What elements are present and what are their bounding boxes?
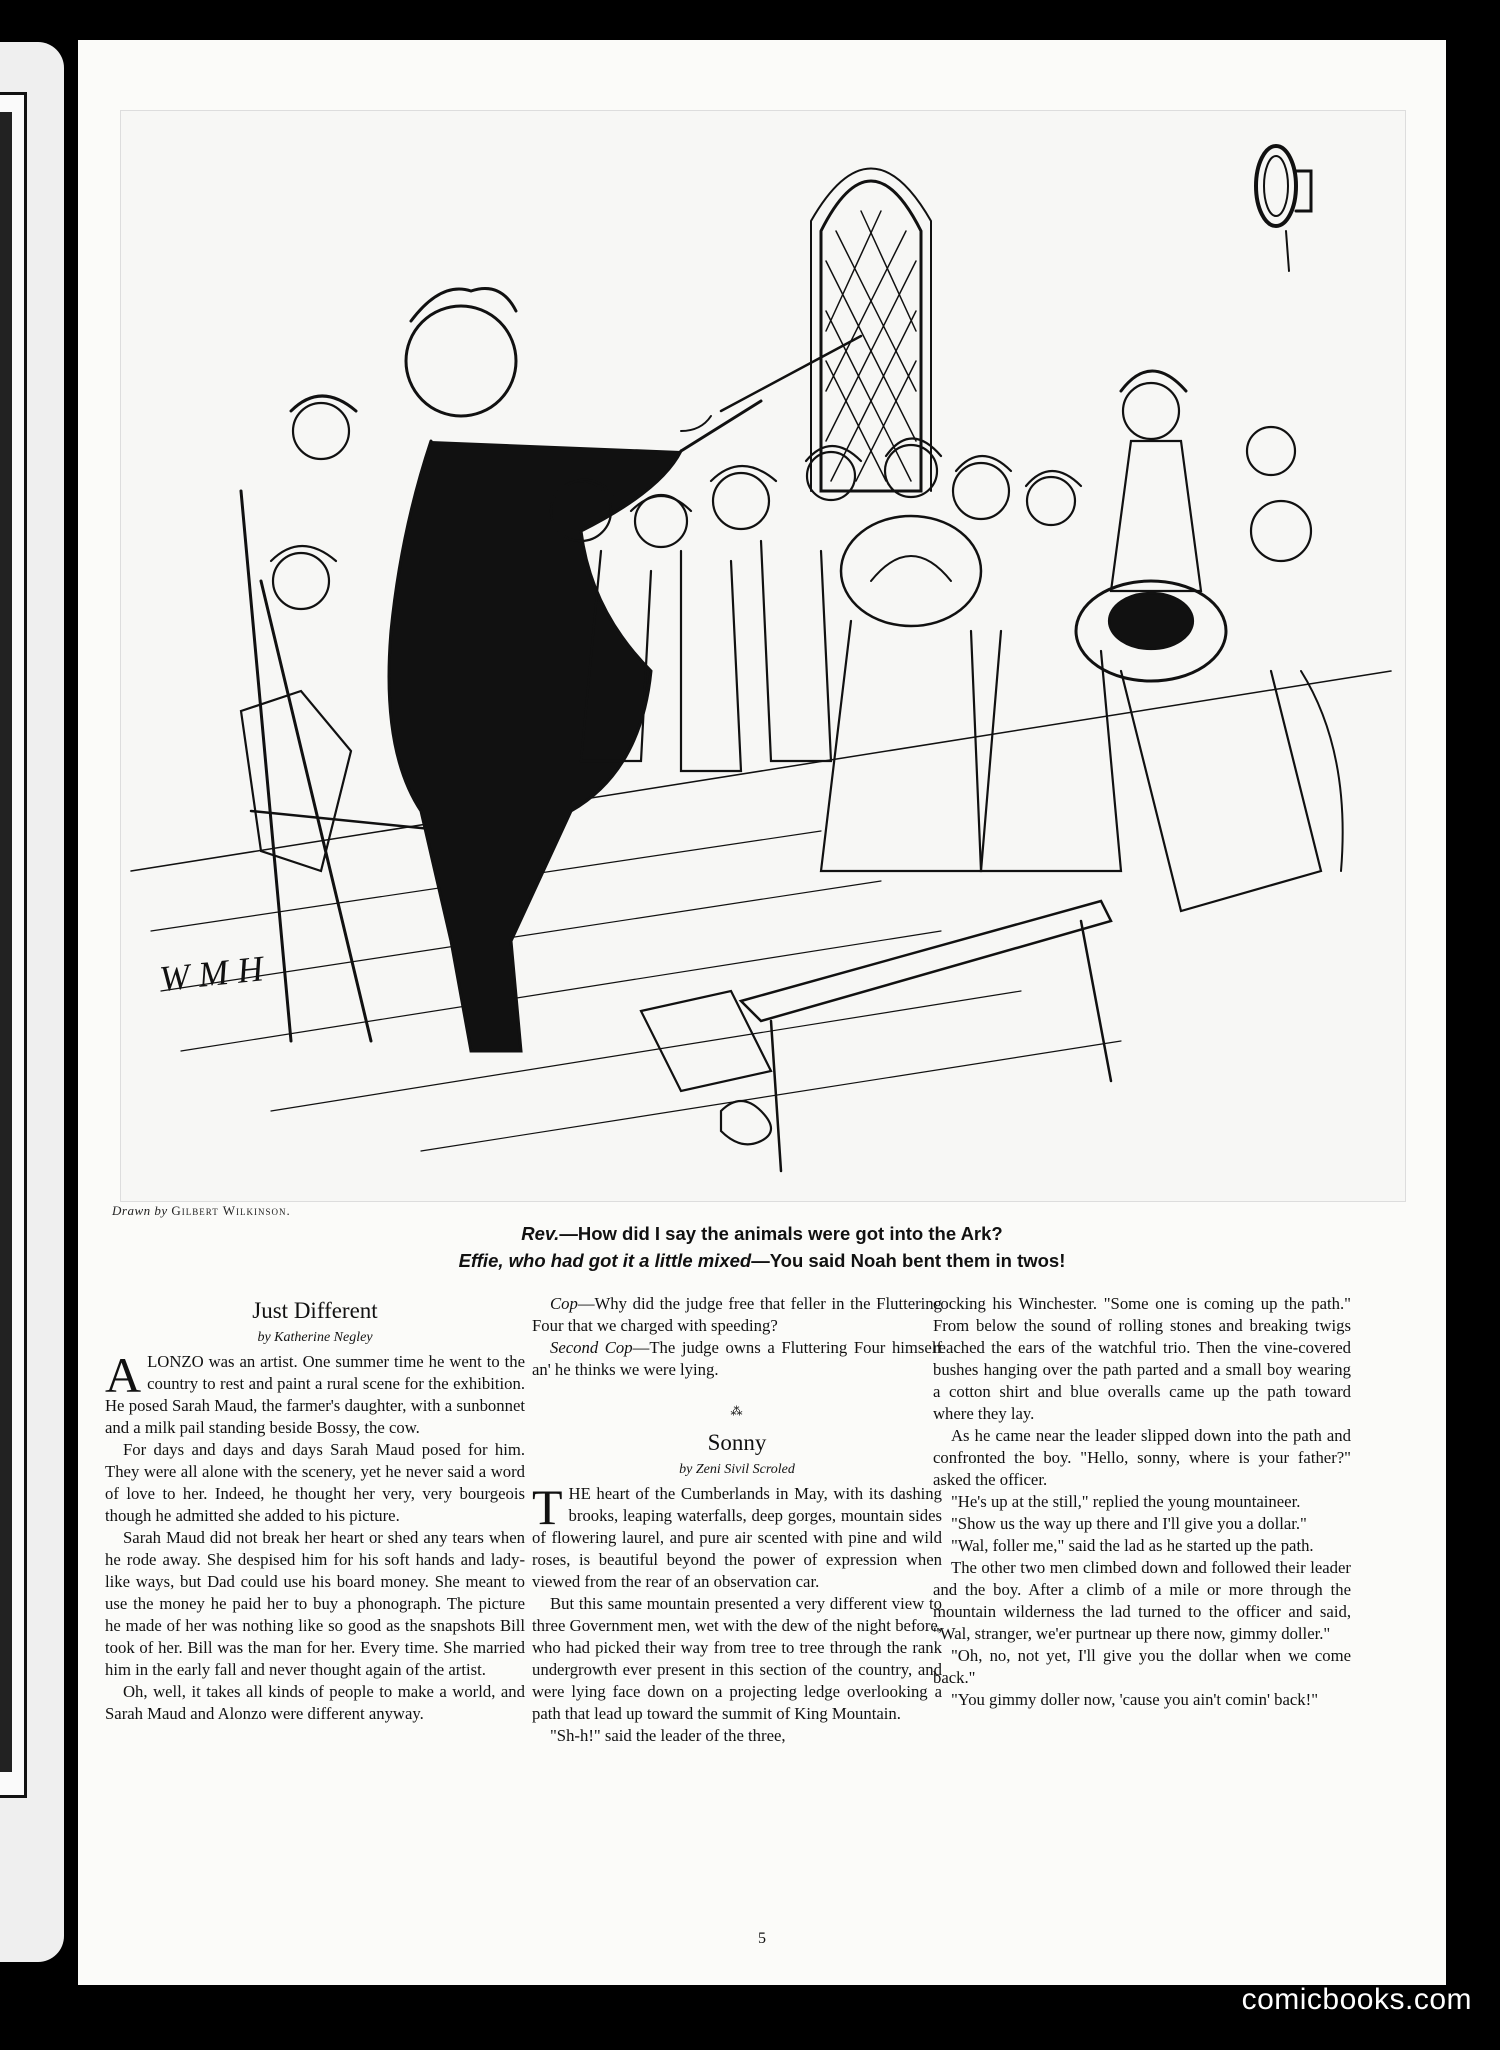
caption-speaker-rev: Rev. <box>521 1223 560 1244</box>
story2-paragraph-7: "Show us the way up there and I'll give you a dollar." <box>951 1514 1307 1533</box>
section-separator: ⁂ <box>730 1404 744 1418</box>
site-watermark: comicbooks.com <box>1241 1983 1472 2016</box>
caption-speaker-effie: Effie, who had got it a little mixed <box>458 1250 752 1271</box>
joke-speaker-2: Second Cop <box>550 1338 633 1357</box>
story1-paragraph-2: For days and days and days Sarah Maud posed for him. They were all alone with the scenery, yet he never said a word of love to her. Indeed, he thought her very, very bourgeois though he admitted she added to his picture. <box>105 1440 525 1525</box>
cartoon-illustration <box>120 110 1406 1202</box>
cartoon-drawing <box>121 111 1405 1201</box>
joke-line-2 <box>532 1337 942 1381</box>
story1-paragraph-3: Sarah Maud did not break her heart or shed any tears when he rode away. She despised him for his soft hands and lady-like ways, but Dad could use his board money. She meant to use the money he paid her to buy a phonograph. The picture he made of her was nothing like so good as the snapshots Bill took of her. Bill was the man for her. Every time. She married him in the early fall and never thought again of the artist. <box>105 1528 525 1679</box>
story2-paragraph-11: "You gimmy doller now, 'cause you ain't comin' back!" <box>951 1690 1319 1709</box>
magazine-page <box>78 40 1446 1985</box>
caption-text-2: —You said Noah bent them in twos! <box>751 1250 1066 1271</box>
story2-paragraph-3: "Sh-h!" said the leader of the three, <box>550 1726 786 1745</box>
joke-text-1: —Why did the judge free that feller in the Fluttering Four that we charged with speeding? <box>532 1294 942 1335</box>
joke-text-2: —The judge owns a Fluttering Four himself an' he thinks we were lying. <box>532 1338 943 1379</box>
story1-paragraph-4: Oh, well, it takes all kinds of people to make a world, and Sarah Maud and Alonzo were different anyway. <box>105 1682 525 1723</box>
story2-paragraph-5: As he came near the leader slipped down into the path and confronted the boy. "Hello, sonny, where is your father?" asked the officer. <box>933 1426 1351 1489</box>
illustration-credit <box>112 1203 291 1219</box>
story2-paragraph-6: "He's up at the still," replied the young mountaineer. <box>951 1492 1301 1511</box>
caption-line-2 <box>78 1250 1446 1272</box>
story2-paragraph-9: The other two men climbed down and followed their leader and the boy. After a climb of a mile or more through the mountain wilderness the lad turned to the officer and said, "Wal, stranger, we'er purtnear up there now, gimmy doller." <box>933 1558 1351 1643</box>
story-byline-scroled: by Zeni Sivil Scroled <box>679 1462 795 1477</box>
artist-signature: W M H <box>157 948 266 999</box>
story-title-just-different: Just Different <box>252 1298 378 1323</box>
joke-line-1 <box>532 1293 942 1337</box>
story2-paragraph-1 <box>532 1479 942 1593</box>
caption-text-1: —How did I say the animals were got into the Ark? <box>559 1223 1003 1244</box>
caption-line-1 <box>78 1223 1446 1245</box>
story-byline-negley: by Katherine Negley <box>257 1330 373 1345</box>
story1-paragraph-1 <box>105 1347 525 1439</box>
story2-paragraph-10: "Oh, no, not yet, I'll give you the dollar when we come back." <box>933 1646 1351 1687</box>
credit-artist-name: Gilbert Wilkinson. <box>171 1203 291 1218</box>
story2-paragraph-4: cocking his Winchester. "Some one is coming up the path." From below the sound of rolling stones and breaking twigs reached the ears of the watchful trio. Then the vine-covered bushes hanging over the path parted and a small boy wearing a cotton shirt and blue overalls came up the path toward where they lay. <box>933 1294 1351 1423</box>
dropcap-a: A <box>105 1347 142 1403</box>
story2-paragraph-1-text: HE heart of the Cumberlands in May, with its dashing brooks, leaping waterfalls, deep gorges, mountain sides of flowering laurel, and pure air scented with pine and wild roses, is beautiful beyond the power of expression when viewed from the rear of an observation car. <box>532 1484 942 1591</box>
page-number: 5 <box>758 1930 766 1947</box>
story2-paragraph-8: "Wal, foller me," said the lad as he started up the path. <box>951 1536 1314 1555</box>
dropcap-t: T <box>532 1479 563 1535</box>
story1-paragraph-1-text: LONZO was an artist. One summer time he went to the country to rest and paint a rural scene for the exhibition. He posed Sarah Maud, the farmer's daughter, with a sunbonnet and a milk pail standing beside Bossy, the cow. <box>105 1352 525 1437</box>
column-1 <box>105 1293 525 1725</box>
left-page-inner-rule <box>0 112 12 1772</box>
left-page-edge <box>0 42 64 1962</box>
story-title-sonny: Sonny <box>707 1430 767 1455</box>
story2-paragraph-2: But this same mountain presented a very different view to three Government men, wet with the dew of the night before, who had picked their way from tree to tree through the rank undergrowth ever present in this section of the country, and were lying face down on a projecting ledge overlooking a path that lead up toward the summit of King Mountain. <box>532 1594 942 1723</box>
column-2 <box>532 1293 942 1747</box>
column-3 <box>933 1293 1351 1711</box>
credit-prefix: Drawn by <box>112 1203 168 1218</box>
joke-speaker-1: Cop <box>550 1294 578 1313</box>
